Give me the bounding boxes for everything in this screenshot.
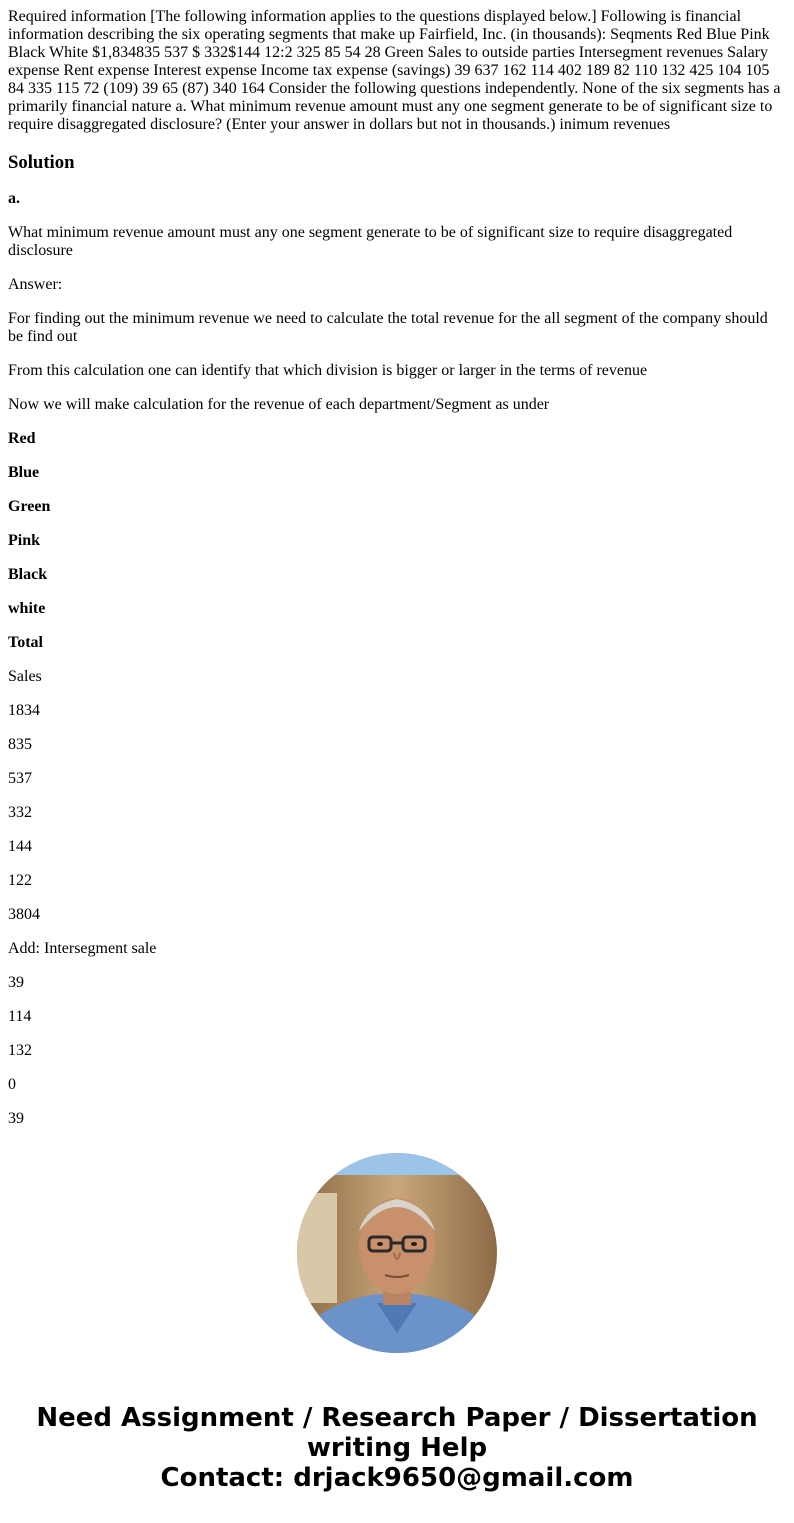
table-cell: 1834 bbox=[8, 702, 40, 719]
table-cell: 537 bbox=[8, 770, 32, 787]
explanation-paragraph: For finding out the minimum revenue we need to calculate the total revenue for the all segment of the company should be find out bbox=[8, 310, 768, 345]
row-label-intersegment: Add: Intersegment sale bbox=[8, 940, 157, 957]
table-header-black: Black bbox=[8, 566, 48, 583]
table-cell: 39 bbox=[8, 1110, 24, 1123]
table-header-pink: Pink bbox=[8, 532, 41, 549]
document-content bbox=[8, 8, 786, 1123]
promo-banner bbox=[0, 1403, 794, 1493]
table-cell: 39 bbox=[8, 974, 24, 991]
question-restated: What minimum revenue amount must any one segment generate to be of significant size to require disaggregated disclosure bbox=[8, 224, 733, 259]
table-cell: 0 bbox=[8, 1076, 16, 1093]
table-cell: 835 bbox=[8, 736, 32, 753]
table-cell: 132 bbox=[8, 1042, 32, 1059]
promo-contact: Contact: drjack9650@gmail.com bbox=[160, 1463, 634, 1493]
explanation-paragraph: From this calculation one can identify that which division is bigger or larger in the terms of revenue bbox=[8, 362, 648, 379]
table-cell: 3804 bbox=[8, 906, 40, 923]
table-cell: 144 bbox=[8, 838, 32, 855]
question-text: Required information [The following information applies to the questions displayed below.] Following is financial information describing the six operating segments that make up Fairfield, Inc. (in thousands): Seqments Red Blue Pink Black White $1,834835 537 $ 332$144 12:2 325 85 54 28 Green Sales to outside parties Intersegment revenues Salary expense Rent expense Interest expense Income tax expense (savings) 39 637 162 114 402 189 82 110 132 425 104 105 84 335 115 72 (109) 39 65 (87) 340 164 Consider the following questions independently. None of the six segments has a primarily financial nature a. What minimum revenue amount must any one segment generate to be of significant size to require disaggregated disclosure? (Enter your answer in dollars but not in thousands.) inimum revenues bbox=[8, 8, 781, 133]
table-header-blue: Blue bbox=[8, 464, 40, 481]
promo-line-1: Need Assignment / Research Paper / Dissertation bbox=[36, 1403, 758, 1433]
table-cell: 122 bbox=[8, 872, 32, 889]
table-header-red: Red bbox=[8, 430, 36, 447]
part-label: a. bbox=[8, 190, 20, 207]
table-cell: 114 bbox=[8, 1008, 32, 1025]
answer-label: Answer: bbox=[8, 276, 63, 293]
table-header-green: Green bbox=[8, 498, 51, 515]
promo-line-2: writing Help bbox=[306, 1433, 488, 1463]
table-cell: 332 bbox=[8, 804, 32, 821]
row-label-sales: Sales bbox=[8, 668, 42, 685]
explanation-paragraph: Now we will make calculation for the revenue of each department/Segment as under bbox=[8, 396, 550, 413]
table-header-white: white bbox=[8, 600, 46, 617]
author-photo bbox=[297, 1153, 497, 1353]
solution-heading: Solution bbox=[8, 152, 75, 173]
table-header-total: Total bbox=[8, 634, 43, 651]
